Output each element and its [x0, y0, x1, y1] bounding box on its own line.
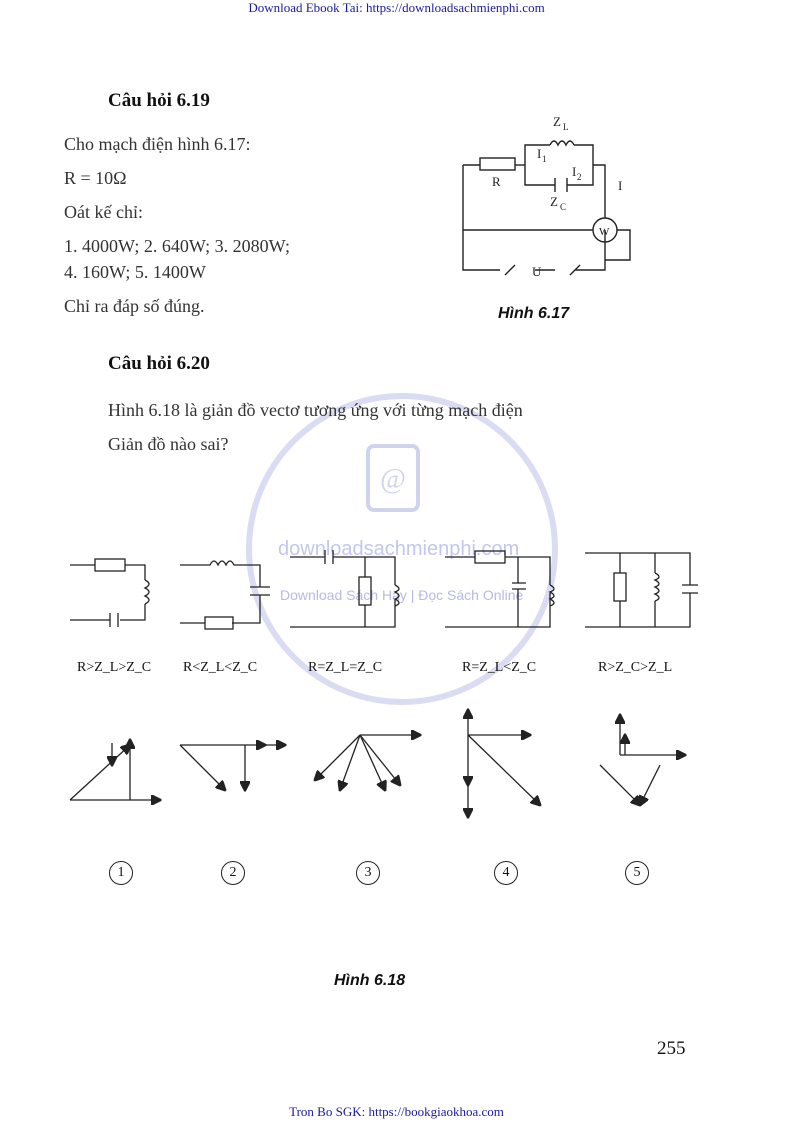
text-line: 4. 160W; 5. 1400W: [64, 262, 206, 282]
svg-text:1: 1: [542, 154, 547, 164]
svg-text:2: 2: [577, 172, 582, 182]
text-line: Hình 6.18 là giản đồ vectơ tương ứng với từng mạch điện: [108, 400, 523, 420]
condition-5: R>Z_C>Z_L: [598, 660, 673, 675]
label-i2: I: [572, 164, 577, 179]
question-text: [64, 127, 290, 323]
question-title: Câu hỏi 6.20: [108, 353, 210, 374]
figure-caption: Hình 6.17: [498, 305, 570, 322]
label-wattmeter: W: [599, 226, 610, 238]
option-number: 1: [109, 861, 133, 885]
svg-text:C: C: [560, 202, 567, 212]
vector-diagrams: [60, 705, 760, 840]
text-line: R = 10Ω: [64, 168, 127, 188]
label-zl: Z: [553, 114, 561, 129]
footer-link[interactable]: Tron Bo SGK: https://bookgiaokhoa.com: [289, 1104, 504, 1119]
figure-caption: Hình 6.18: [334, 972, 406, 989]
option-number: 4: [494, 861, 518, 885]
page-number: 255: [657, 1038, 686, 1059]
label-i: I: [618, 178, 623, 193]
question-title: Câu hỏi 6.19: [108, 90, 210, 111]
header-link[interactable]: Download Ebook Tai: https://downloadsachmienphi.com: [248, 0, 545, 15]
text-line: 1. 4000W; 2. 640W; 3. 2080W;: [64, 236, 290, 256]
question-text: [108, 393, 523, 461]
condition-2: R<Z_L<Z_C: [183, 660, 258, 675]
watermark-tagline: Download Sách Hay | Đọc Sách Online: [280, 587, 524, 603]
svg-text:@: @: [380, 464, 406, 495]
condition-3: R=Z_L=Z_C: [308, 660, 383, 675]
text-line: Cho mạch điện hình 6.17:: [64, 134, 251, 154]
circuit-diagram-6-17: [455, 110, 645, 290]
option-number: 2: [221, 861, 245, 885]
condition-4: R=Z_L<Z_C: [462, 660, 537, 675]
label-i1: I: [537, 146, 542, 161]
label-r: R: [492, 174, 501, 189]
circuit-diagrams-6-18: [60, 525, 760, 645]
option-number: 3: [356, 861, 380, 885]
text-line: Oát kế chỉ:: [64, 202, 143, 222]
label-zc: Z: [550, 194, 558, 209]
watermark-site: downloadsachmienphi.com: [278, 538, 520, 560]
svg-text:L: L: [563, 122, 569, 132]
text-line: Chỉ ra đáp số đúng.: [64, 296, 205, 316]
label-u: U: [532, 264, 542, 279]
text-line: Giản đồ nào sai?: [108, 434, 229, 454]
condition-1: R>Z_L>Z_C: [77, 660, 152, 675]
option-number: 5: [625, 861, 649, 885]
